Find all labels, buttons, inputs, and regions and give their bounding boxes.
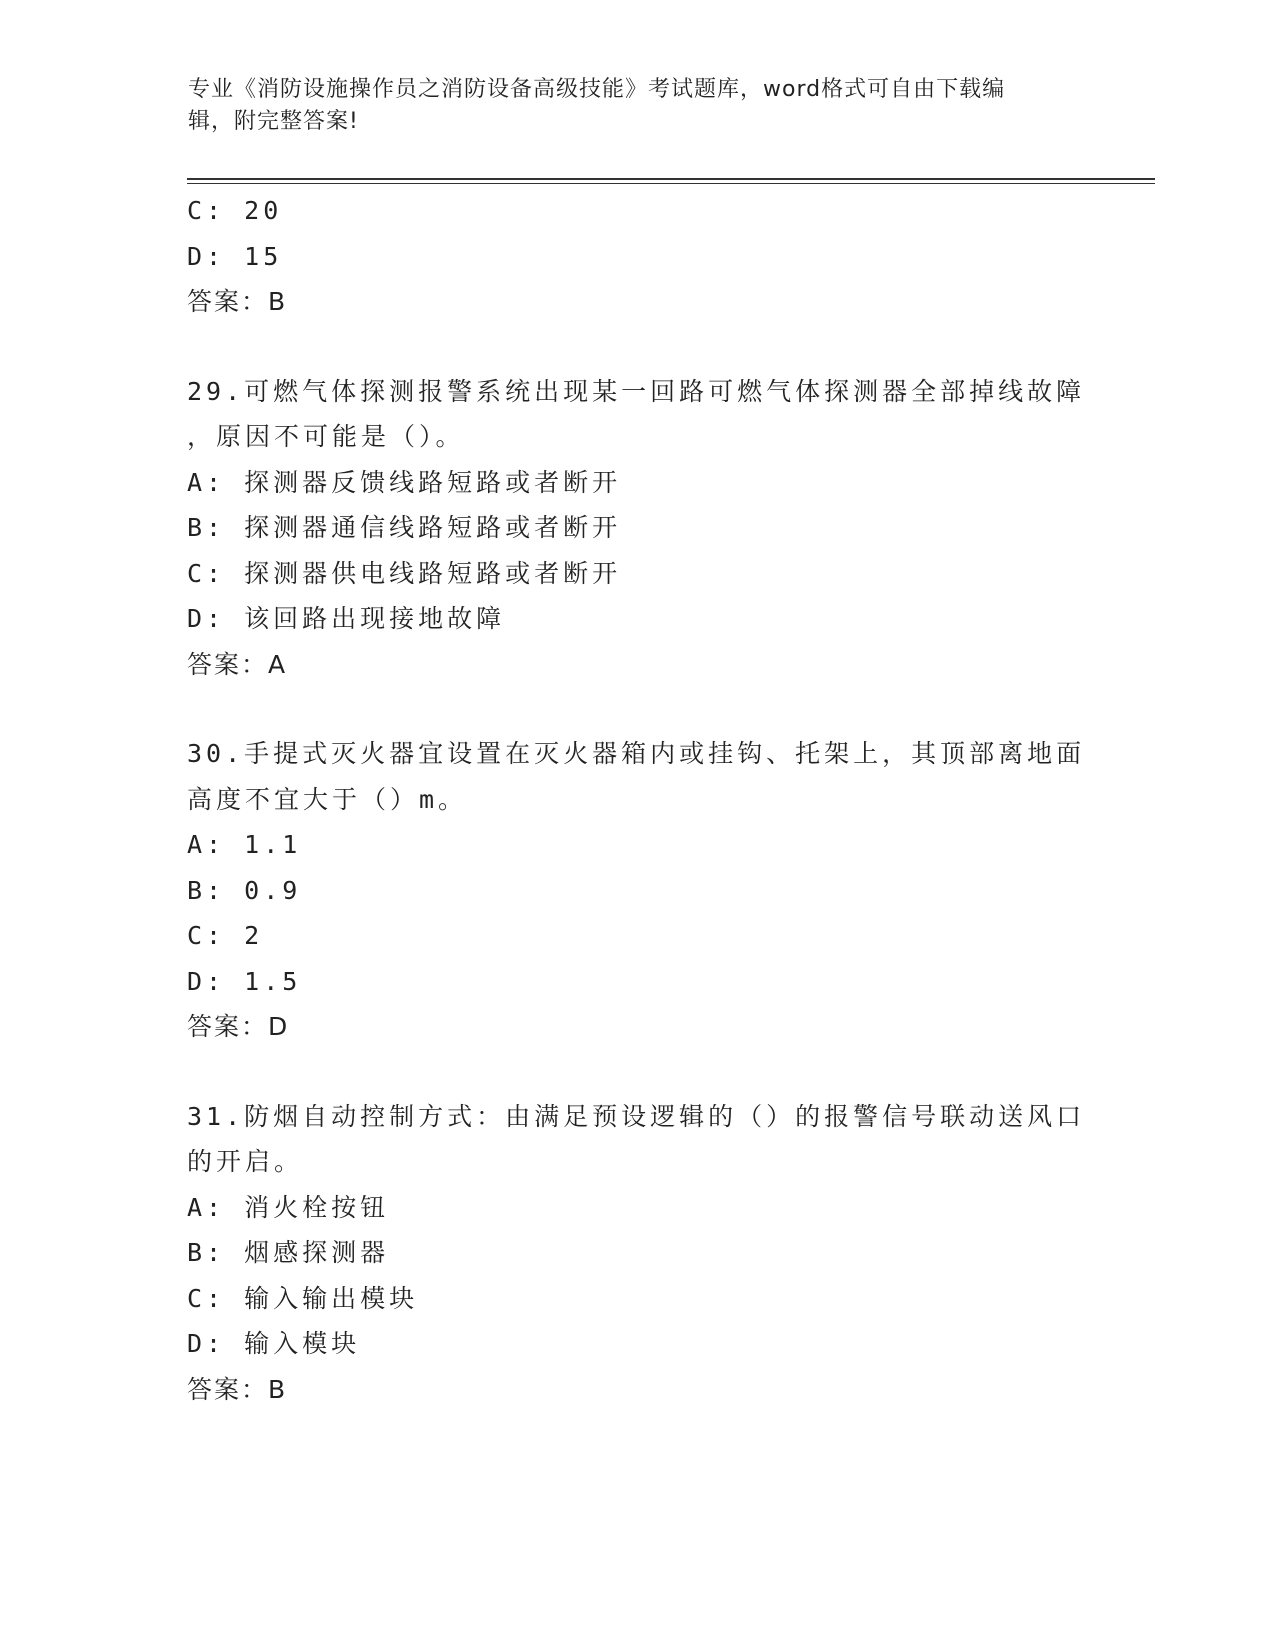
option-d: D: 1.5 bbox=[187, 966, 302, 996]
question-31 bbox=[187, 1094, 1087, 1413]
answer-line: 答案：B bbox=[187, 287, 288, 316]
document-header bbox=[188, 74, 1068, 138]
question-29 bbox=[187, 369, 1087, 688]
option-c: C: 2 bbox=[187, 921, 264, 950]
header-divider-thin bbox=[187, 183, 1155, 184]
option-a: A: 消火栓按钮 bbox=[187, 1192, 390, 1222]
option-c: C: 输入输出模块 bbox=[187, 1283, 419, 1313]
question-text-line: 30.手提式灭火器宜设置在灭火器箱内或挂钩、托架上，其顶部离地面 bbox=[187, 739, 1086, 768]
option-d: D: 该回路出现接地故障 bbox=[187, 604, 506, 633]
option-c: C: 探测器供电线路短路或者断开 bbox=[187, 558, 622, 588]
option-b: B: 探测器通信线路短路或者断开 bbox=[187, 513, 622, 542]
option-d: D: 输入模块 bbox=[187, 1329, 361, 1358]
answer-line: 答案：A bbox=[187, 649, 288, 679]
option-a: A: 1.1 bbox=[187, 830, 302, 859]
question-text-line: 的开启。 bbox=[187, 1147, 304, 1176]
question-content bbox=[187, 188, 1087, 1412]
header-line-2: 辑，附完整答案! bbox=[188, 109, 359, 134]
answer-line: 答案：B bbox=[187, 1374, 288, 1404]
option-a: A: 探测器反馈线路短路或者断开 bbox=[187, 467, 622, 497]
answer-line: 答案：D bbox=[187, 1012, 290, 1041]
question-30 bbox=[187, 731, 1087, 1050]
question-text-line: 29.可燃气体探测报警系统出现某一回路可燃气体探测器全部掉线故障 bbox=[187, 376, 1086, 406]
header-divider-thick bbox=[187, 178, 1155, 180]
option-d: D: 15 bbox=[187, 241, 283, 271]
option-b: B: 0.9 bbox=[187, 875, 302, 905]
header-line-1: 专业《消防设施操作员之消防设备高级技能》考试题库，word格式可自由下载编 bbox=[188, 77, 1006, 102]
question-text-line: ，原因不可能是（）。 bbox=[187, 422, 465, 451]
option-c: C: 20 bbox=[187, 196, 283, 225]
option-b: B: 烟感探测器 bbox=[187, 1238, 390, 1267]
question-text-line: 高度不宜大于（）m。 bbox=[187, 784, 468, 814]
prev-question-tail bbox=[187, 188, 1087, 325]
question-text-line: 31.防烟自动控制方式：由满足预设逻辑的（）的报警信号联动送风口 bbox=[187, 1101, 1086, 1131]
